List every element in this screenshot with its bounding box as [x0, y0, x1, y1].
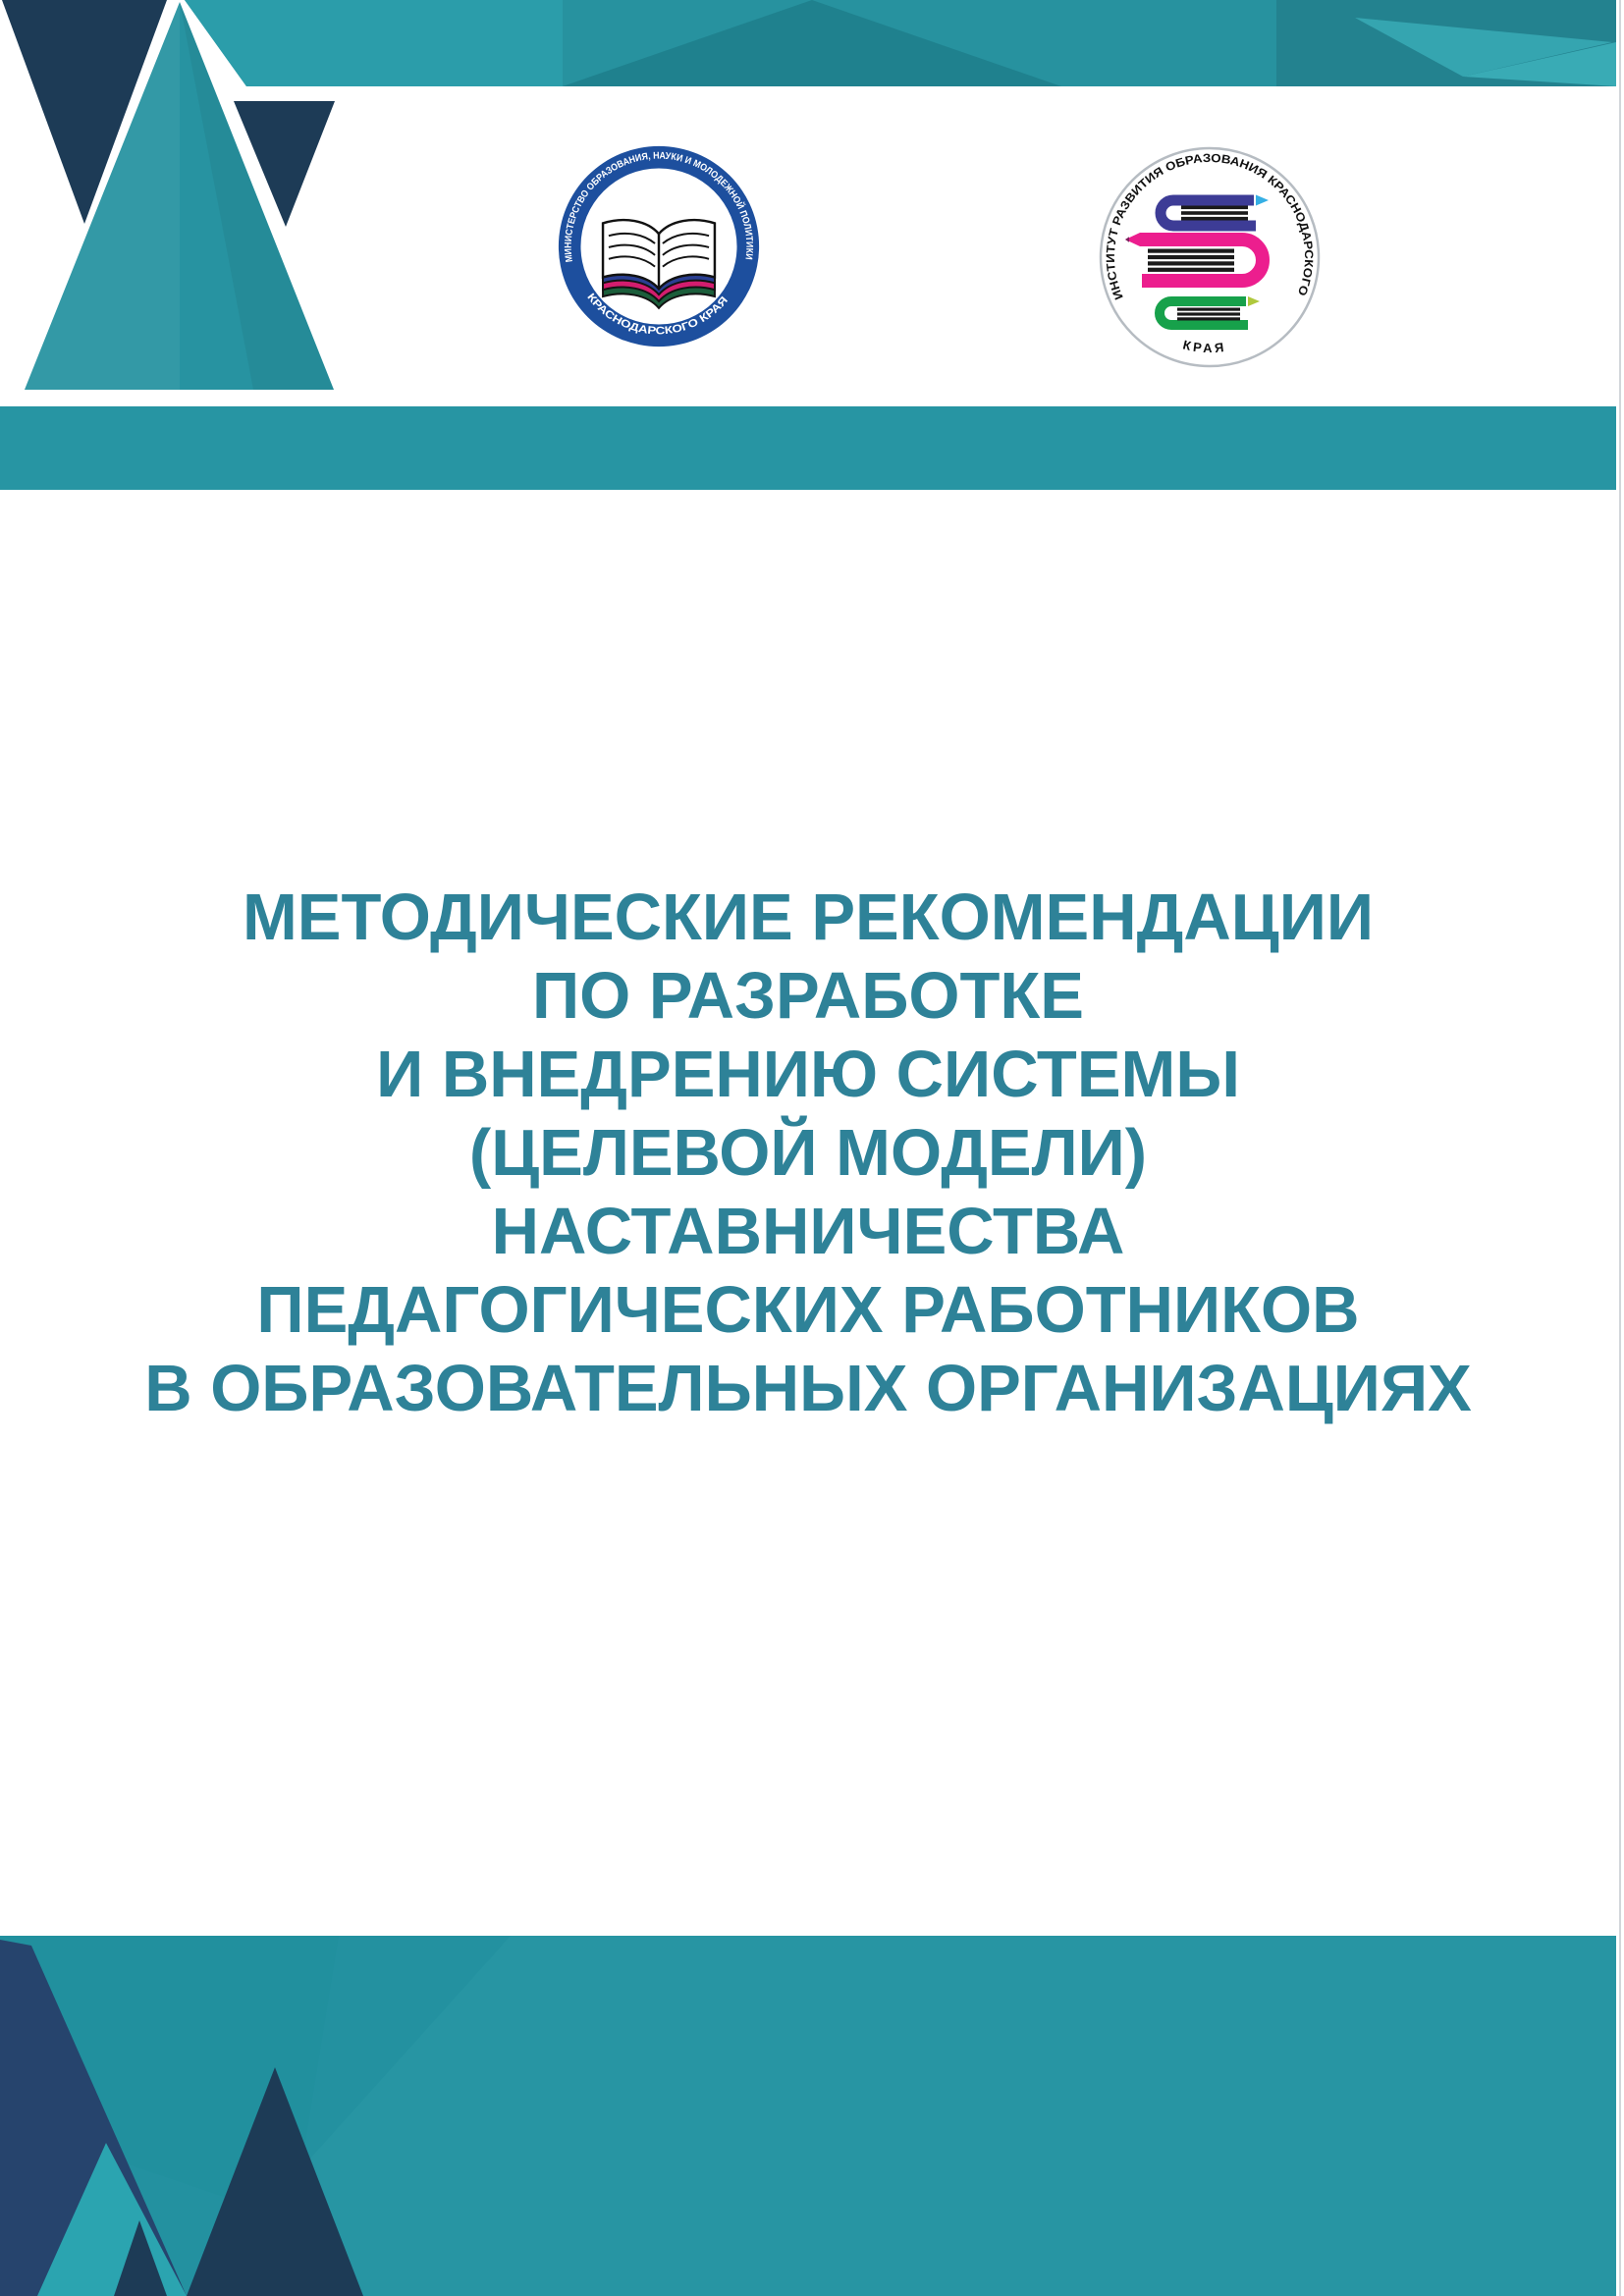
cover-title — [0, 879, 1616, 1428]
iro-book-green-pages — [1177, 308, 1240, 321]
horizontal-teal-band — [0, 406, 1616, 490]
cover-title-line: НАСТАВНИЧЕСТВА — [491, 1195, 1125, 1268]
cover-title-line: И ВНЕДРЕНИЮ СИСТЕМЫ — [376, 1038, 1240, 1111]
cover-title-line: (ЦЕЛЕВОЙ МОДЕЛИ) — [468, 1116, 1148, 1190]
top-banner-facet-left — [185, 0, 563, 86]
cover-title-line: ПЕДАГОГИЧЕСКИХ РАБОТНИКОВ — [256, 1273, 1360, 1347]
iro-book-blue-pages — [1181, 206, 1248, 221]
page-edge-line — [1619, 0, 1621, 2296]
iro-arc-text-bottom: КРАЯ — [1181, 337, 1228, 356]
ministry-arc-text-bottom: КРАСНОДАРСКОГО КРАЯ — [584, 291, 730, 338]
cover-title-line: В ОБРАЗОВАТЕЛЬНЫХ ОРГАНИЗАЦИЯХ — [144, 1352, 1472, 1425]
cover-title-line: ПО РАЗРАБОТКЕ — [531, 959, 1084, 1033]
iro-logo — [1097, 144, 1323, 370]
cover-title-line: МЕТОДИЧЕСКИЕ РЕКОМЕНДАЦИИ — [242, 881, 1375, 954]
ministry-logo — [553, 140, 765, 352]
iro-arc-text-top: ИНСТИТУТ РАЗВИТИЯ ОБРАЗОВАНИЯ КРАСНОДАРСКОГО — [1103, 150, 1317, 302]
ministry-arc-text-top: МИНИСТЕРСТВО ОБРАЗОВАНИЯ, НАУКИ И МОЛОДЕЖНОЙ ПОЛИТИКИ — [563, 150, 755, 263]
